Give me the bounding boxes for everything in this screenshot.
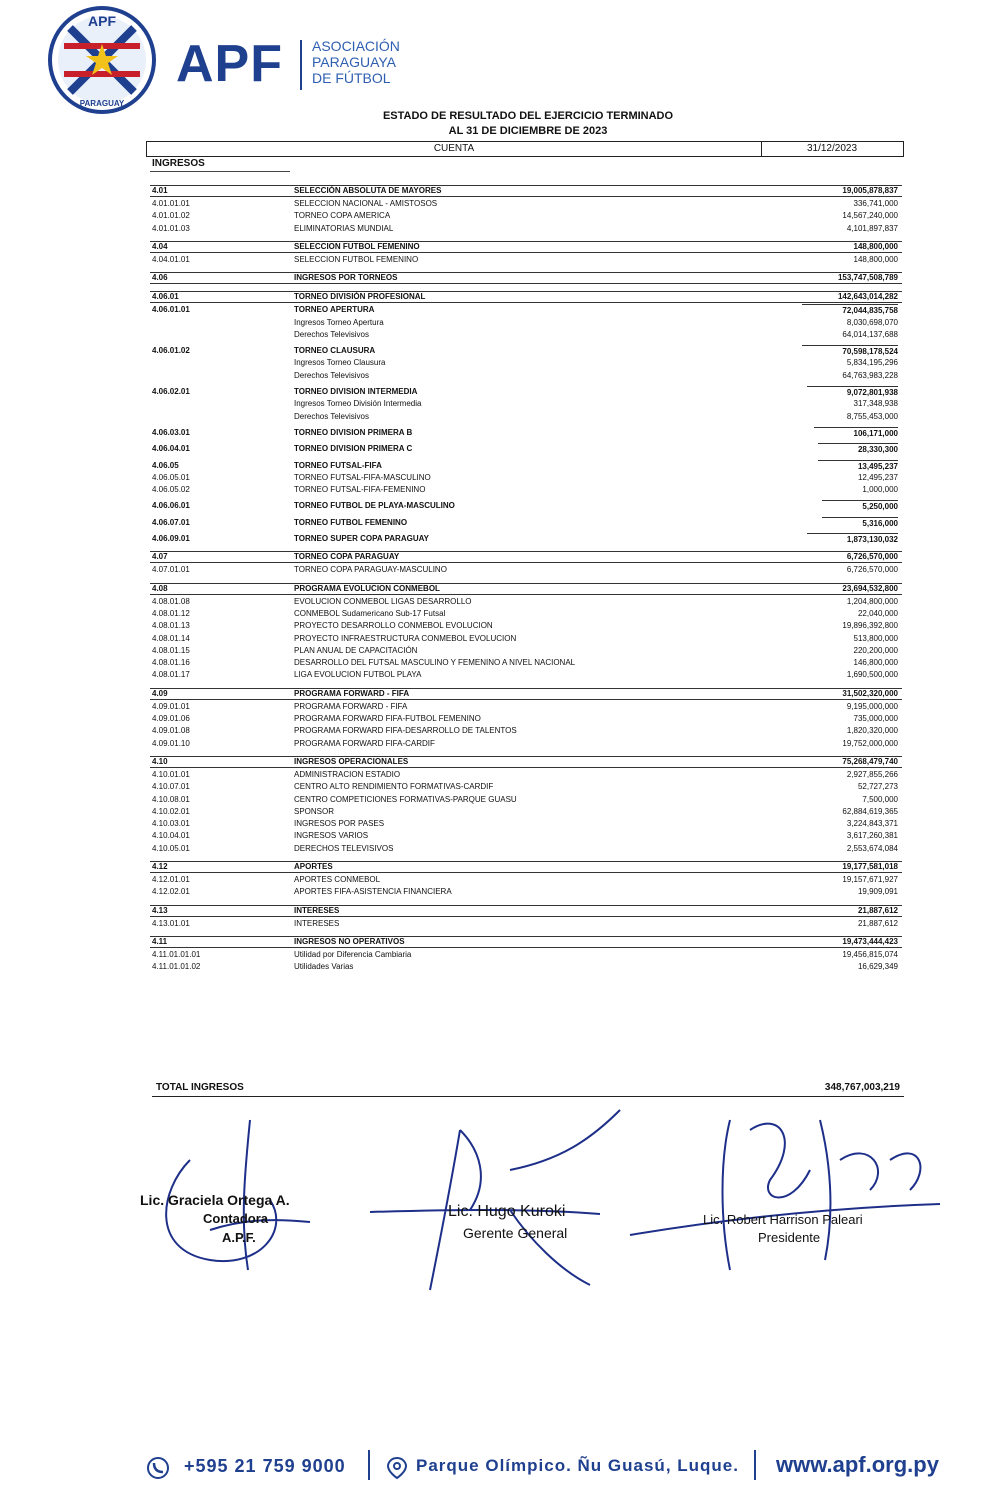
account-description: TORNEO FUTSAL-FIFA-FEMENINO bbox=[294, 485, 426, 495]
account-description: INGRESOS POR TORNEOS bbox=[294, 273, 398, 283]
account-code: 4.10.07.01 bbox=[152, 782, 190, 792]
account-amount: 19,752,000,000 bbox=[842, 738, 898, 748]
account-group-row bbox=[150, 861, 902, 873]
account-amount: 23,694,532,800 bbox=[842, 583, 898, 593]
account-description: SELECCIÓN ABSOLUTA DE MAYORES bbox=[294, 186, 442, 195]
footer-address: Parque Olímpico. Ñu Guasú, Luque. bbox=[416, 1456, 739, 1475]
account-description: TORNEO SUPER COPA PARAGUAY bbox=[294, 534, 429, 543]
account-description: TORNEO CLAUSURA bbox=[294, 346, 376, 356]
account-description: CENTRO ALTO RENDIMIENTO FORMATIVAS-CARDIF bbox=[294, 782, 494, 792]
account-description: INGRESOS OPERACIONALES bbox=[294, 756, 409, 766]
account-row bbox=[150, 370, 902, 382]
brand-divider bbox=[300, 40, 302, 90]
account-code: 4.08.01.14 bbox=[152, 633, 190, 643]
account-amount: 2,553,674,084 bbox=[846, 843, 898, 853]
account-description: INGRESOS VARIOS bbox=[294, 831, 369, 841]
account-code: 4.07.01.01 bbox=[152, 565, 190, 575]
account-code: 4.09 bbox=[152, 688, 168, 698]
account-description: TORNEO DIVISION PRIMERA C bbox=[294, 444, 413, 454]
account-code: 4.01.01.03 bbox=[152, 223, 190, 233]
account-group-row bbox=[150, 936, 902, 948]
account-amount: 28,330,300 bbox=[818, 443, 898, 456]
account-description: TORNEO COPA PARAGUAY-MASCULINO bbox=[294, 565, 447, 575]
account-row bbox=[150, 830, 902, 842]
location-pin-icon bbox=[386, 1456, 408, 1480]
account-row bbox=[150, 781, 902, 793]
account-amount: 9,072,801,938 bbox=[807, 386, 898, 399]
account-code: 4.01 bbox=[152, 186, 168, 195]
account-amount: 75,268,479,740 bbox=[842, 756, 898, 766]
account-description: SELECCION NACIONAL - AMISTOSOS bbox=[294, 199, 438, 208]
account-code: 4.09.01.06 bbox=[152, 714, 190, 723]
account-description: TORNEO COPA AMERICA bbox=[294, 211, 391, 221]
account-code: 4.08.01.16 bbox=[152, 658, 190, 668]
account-amount: 12,495,237 bbox=[857, 472, 898, 482]
account-amount: 148,800,000 bbox=[853, 241, 898, 251]
account-description: INGRESOS POR PASES bbox=[294, 819, 385, 829]
account-subtotal-row bbox=[150, 460, 902, 472]
account-amount: 16,629,349 bbox=[857, 962, 898, 972]
account-amount: 9,195,000,000 bbox=[846, 701, 898, 711]
account-description: LIGA EVOLUCION FUTBOL PLAYA bbox=[294, 670, 422, 680]
account-amount: 8,030,698,070 bbox=[846, 317, 898, 327]
account-code: 4.06.06.01 bbox=[152, 501, 190, 511]
account-row bbox=[150, 411, 902, 423]
account-row bbox=[150, 317, 902, 329]
account-code: 4.06 bbox=[152, 273, 168, 283]
account-description: SPONSOR bbox=[294, 806, 335, 816]
signature-president-name: Lic. Robert Harrison Paleari bbox=[703, 1212, 863, 1227]
account-group-row bbox=[150, 272, 902, 284]
apf-badge-logo bbox=[48, 6, 156, 114]
footer-website[interactable]: www.apf.org.py bbox=[776, 1452, 939, 1477]
brand-line-2: PARAGUAYA bbox=[312, 54, 397, 70]
account-amount: 1,204,800,000 bbox=[846, 596, 898, 606]
account-amount: 153,747,508,789 bbox=[837, 273, 898, 283]
footer-separator bbox=[368, 1450, 370, 1480]
account-amount: 5,316,000 bbox=[822, 517, 898, 530]
account-row bbox=[150, 886, 902, 898]
account-group-row bbox=[150, 688, 902, 700]
account-amount: 1,000,000 bbox=[862, 485, 898, 495]
account-code: 4.06.05.01 bbox=[152, 472, 190, 482]
account-code: 4.01.01.02 bbox=[152, 211, 190, 221]
account-description: PROGRAMA FORWARD - FIFA bbox=[294, 688, 410, 698]
account-amount: 21,887,612 bbox=[857, 905, 898, 915]
account-description: Derechos Televisivos bbox=[294, 411, 369, 421]
signature-manager-name: Lic. Hugo Kuroki bbox=[448, 1203, 566, 1220]
signature-manager-role: Gerente General bbox=[463, 1225, 568, 1241]
account-description: PROGRAMA FORWARD FIFA-CARDIF bbox=[294, 738, 435, 748]
signature-scribble-manager bbox=[360, 1090, 640, 1300]
account-description: Derechos Televisivos bbox=[294, 329, 369, 339]
account-group-row bbox=[150, 291, 902, 303]
account-subtotal-row bbox=[150, 533, 902, 545]
account-amount: 19,005,878,837 bbox=[842, 186, 898, 195]
account-description: TORNEO DIVISION INTERMEDIA bbox=[294, 387, 418, 396]
account-description: ADMINISTRACION ESTADIO bbox=[294, 769, 401, 779]
account-amount: 4,101,897,837 bbox=[846, 223, 898, 233]
account-code: 4.07 bbox=[152, 552, 168, 562]
phone-icon bbox=[146, 1456, 170, 1480]
account-description: TORNEO APERTURA bbox=[294, 305, 375, 315]
account-subtotal-row bbox=[150, 500, 902, 512]
account-group-row bbox=[150, 905, 902, 917]
account-code: 4.06.09.01 bbox=[152, 534, 190, 543]
account-amount: 735,000,000 bbox=[853, 714, 898, 723]
account-row bbox=[150, 725, 902, 737]
account-description: ELIMINATORIAS MUNDIAL bbox=[294, 223, 394, 233]
account-amount: 3,224,843,371 bbox=[846, 819, 898, 829]
signature-scribble-president bbox=[620, 1100, 950, 1280]
account-amount: 52,727,273 bbox=[857, 782, 898, 792]
account-amount: 64,014,137,688 bbox=[842, 329, 898, 339]
account-amount: 317,348,938 bbox=[853, 399, 898, 409]
account-description: TORNEO DIVISION PRIMERA B bbox=[294, 427, 413, 437]
account-code: 4.08 bbox=[152, 583, 168, 593]
account-amount: 7,500,000 bbox=[862, 794, 898, 804]
column-header-date: 31/12/2023 bbox=[806, 143, 858, 154]
account-group-row bbox=[150, 185, 902, 197]
account-amount: 3,617,260,381 bbox=[846, 831, 898, 841]
account-code: 4.06.01 bbox=[152, 292, 179, 302]
account-code: 4.09.01.08 bbox=[152, 726, 190, 736]
account-code: 4.06.03.01 bbox=[152, 427, 190, 437]
account-code: 4.06.07.01 bbox=[152, 517, 190, 527]
account-subtotal-row bbox=[150, 386, 902, 398]
brand-line-1: ASOCIACIÓN bbox=[312, 38, 400, 54]
account-row bbox=[150, 472, 902, 484]
signature-accountant-org: A.P.F. bbox=[222, 1230, 256, 1245]
account-amount: 1,690,500,000 bbox=[846, 670, 898, 680]
account-amount: 72,044,835,758 bbox=[802, 304, 898, 317]
account-group-row bbox=[150, 583, 902, 595]
account-row bbox=[150, 210, 902, 222]
account-code: 4.09.01.10 bbox=[152, 738, 190, 748]
account-amount: 19,909,091 bbox=[857, 887, 898, 897]
account-description: INTERESES bbox=[294, 905, 340, 915]
account-amount: 220,200,000 bbox=[853, 645, 898, 655]
account-description: TORNEO FUTBOL FEMENINO bbox=[294, 517, 408, 527]
account-subtotal-row bbox=[150, 345, 902, 357]
account-description: CONMEBOL Sudamericano Sub-17 Futsal bbox=[294, 608, 446, 618]
footer bbox=[146, 1450, 966, 1486]
account-description: INTERESES bbox=[294, 918, 340, 928]
account-code: 4.13.01.01 bbox=[152, 918, 190, 928]
total-label: TOTAL INGRESOS bbox=[156, 1082, 244, 1093]
account-code: 4.10.08.01 bbox=[152, 794, 190, 804]
account-code: 4.08.01.13 bbox=[152, 621, 190, 631]
account-code: 4.08.01.17 bbox=[152, 670, 190, 680]
signature-accountant-role: Contadora bbox=[203, 1211, 268, 1226]
account-code: 4.06.04.01 bbox=[152, 444, 190, 454]
account-code: 4.12 bbox=[152, 862, 168, 871]
account-code: 4.06.02.01 bbox=[152, 387, 190, 396]
account-row bbox=[150, 669, 902, 681]
account-row bbox=[150, 620, 902, 632]
account-code: 4.13 bbox=[152, 905, 168, 915]
account-code: 4.08.01.12 bbox=[152, 608, 190, 618]
account-description: APORTES CONMEBOL bbox=[294, 875, 381, 884]
account-description: PLAN ANUAL DE CAPACITACIÓN bbox=[294, 645, 418, 655]
column-header-account: CUENTA bbox=[147, 142, 762, 156]
account-row bbox=[150, 874, 902, 886]
account-description: DERECHOS TELEVISIVOS bbox=[294, 843, 394, 853]
account-amount: 31,502,320,000 bbox=[842, 688, 898, 698]
account-amount: 2,927,855,266 bbox=[846, 769, 898, 779]
account-code: 4.08.01.08 bbox=[152, 596, 190, 606]
account-code: 4.06.01.01 bbox=[152, 305, 190, 315]
account-amount: 5,250,000 bbox=[822, 500, 898, 513]
account-group-row bbox=[150, 756, 902, 768]
account-description: DESARROLLO DEL FUTSAL MASCULINO Y FEMENINO A NIVEL NACIONAL bbox=[294, 658, 576, 668]
account-subtotal-row bbox=[150, 427, 902, 439]
column-header-row bbox=[146, 141, 904, 157]
account-description: Derechos Televisivos bbox=[294, 370, 369, 380]
account-amount: 106,171,000 bbox=[814, 427, 899, 440]
account-row bbox=[150, 608, 902, 620]
account-description: Ingresos Torneo Clausura bbox=[294, 358, 386, 368]
section-label: INGRESOS bbox=[152, 158, 205, 169]
account-description: APORTES bbox=[294, 862, 333, 871]
account-row bbox=[150, 794, 902, 806]
account-subtotal-row bbox=[150, 304, 902, 316]
badge-top-text: APF bbox=[88, 13, 116, 29]
account-row bbox=[150, 633, 902, 645]
account-code: 4.06.01.02 bbox=[152, 346, 190, 356]
account-row bbox=[150, 657, 902, 669]
account-subtotal-row bbox=[150, 517, 902, 529]
account-subtotal-row bbox=[150, 443, 902, 455]
account-row bbox=[150, 329, 902, 341]
account-row bbox=[150, 198, 902, 210]
account-amount: 19,473,444,423 bbox=[842, 936, 898, 946]
account-code: 4.11.01.01.01 bbox=[152, 949, 201, 959]
account-description: INGRESOS NO OPERATIVOS bbox=[294, 936, 405, 946]
account-amount: 19,157,671,927 bbox=[842, 875, 898, 884]
account-description: APORTES FIFA-ASISTENCIA FINANCIERA bbox=[294, 887, 452, 897]
account-row bbox=[150, 223, 902, 235]
account-amount: 64,763,983,228 bbox=[842, 370, 898, 380]
account-row bbox=[150, 713, 902, 725]
footer-separator bbox=[754, 1450, 756, 1480]
badge-bottom-text: PARAGUAY bbox=[79, 99, 125, 108]
account-row bbox=[150, 596, 902, 608]
account-amount: 336,741,000 bbox=[853, 199, 898, 208]
account-description: PROYECTO INFRAESTRUCTURA CONMEBOL EVOLUCION bbox=[294, 633, 517, 643]
account-amount: 6,726,570,000 bbox=[846, 565, 898, 575]
account-code: 4.04 bbox=[152, 241, 168, 251]
account-code: 4.11.01.01.02 bbox=[152, 962, 201, 972]
account-row bbox=[150, 254, 902, 266]
account-amount: 142,643,014,282 bbox=[837, 292, 898, 302]
account-description: PROGRAMA FORWARD - FIFA bbox=[294, 701, 408, 711]
account-row bbox=[150, 769, 902, 781]
account-row bbox=[150, 357, 902, 369]
account-group-row bbox=[150, 551, 902, 563]
account-code: 4.10.02.01 bbox=[152, 806, 190, 816]
signature-accountant-name: Lic. Graciela Ortega A. bbox=[140, 1192, 290, 1208]
account-code: 4.09.01.01 bbox=[152, 701, 190, 711]
account-code: 4.12.01.01 bbox=[152, 875, 190, 884]
account-description: PROGRAMA EVOLUCION CONMEBOL bbox=[294, 583, 440, 593]
account-amount: 13,495,237 bbox=[818, 460, 898, 473]
account-row bbox=[150, 818, 902, 830]
account-row bbox=[150, 949, 902, 961]
account-row bbox=[150, 738, 902, 750]
account-description: TORNEO DIVISIÓN PROFESIONAL bbox=[294, 292, 426, 302]
account-amount: 19,896,392,800 bbox=[842, 621, 898, 631]
account-row bbox=[150, 645, 902, 657]
account-description: SELECCION FUTBOL FEMENINO bbox=[294, 241, 420, 251]
account-description: Ingresos Torneo División Intermedia bbox=[294, 399, 422, 409]
signature-president-role: Presidente bbox=[758, 1230, 821, 1245]
account-amount: 62,884,619,365 bbox=[842, 806, 898, 816]
account-row bbox=[150, 398, 902, 410]
account-row bbox=[150, 701, 902, 713]
account-code: 4.11 bbox=[152, 936, 168, 946]
account-amount: 513,800,000 bbox=[853, 633, 898, 643]
account-description: PROGRAMA FORWARD FIFA-DESARROLLO DE TALENTOS bbox=[294, 726, 517, 736]
account-description: SELECCION FUTBOL FEMENINO bbox=[294, 254, 419, 264]
account-row bbox=[150, 918, 902, 930]
brand-fullname bbox=[312, 38, 400, 86]
account-description: Ingresos Torneo Apertura bbox=[294, 317, 384, 327]
account-description: PROGRAMA FORWARD FIFA-FUTBOL FEMENINO bbox=[294, 714, 481, 723]
account-code: 4.06.05 bbox=[152, 460, 179, 470]
statement-subtitle: AL 31 DE DICIEMBRE DE 2023 bbox=[448, 125, 608, 137]
account-amount: 8,755,453,000 bbox=[846, 411, 898, 421]
brand-wordmark: APF bbox=[176, 35, 283, 93]
account-amount: 5,834,195,296 bbox=[846, 358, 898, 368]
statement-title: ESTADO DE RESULTADO DEL EJERCICIO TERMINADO bbox=[382, 110, 674, 122]
account-code: 4.01.01.01 bbox=[152, 199, 190, 208]
account-row bbox=[150, 843, 902, 855]
account-amount: 21,887,612 bbox=[857, 918, 898, 928]
account-code: 4.04.01.01 bbox=[152, 254, 190, 264]
account-description: TORNEO FUTSAL-FIFA-MASCULINO bbox=[294, 472, 431, 482]
account-amount: 14,567,240,000 bbox=[842, 211, 898, 221]
brand-line-3: DE FÚTBOL bbox=[312, 70, 391, 86]
account-description: PROYECTO DESARROLLO CONMEBOL EVOLUCION bbox=[294, 621, 493, 631]
footer-phone: +595 21 759 9000 bbox=[184, 1456, 346, 1476]
account-code: 4.06.05.02 bbox=[152, 485, 190, 495]
account-description: CENTRO COMPETICIONES FORMATIVAS-PARQUE GUASU bbox=[294, 794, 517, 804]
account-amount: 70,598,178,524 bbox=[802, 345, 898, 358]
account-code: 4.10 bbox=[152, 756, 168, 766]
account-group-row bbox=[150, 241, 902, 253]
account-code: 4.10.04.01 bbox=[152, 831, 190, 841]
account-amount: 1,873,130,032 bbox=[807, 533, 898, 546]
account-row bbox=[150, 564, 902, 576]
account-amount: 148,800,000 bbox=[853, 254, 898, 264]
account-amount: 19,177,581,018 bbox=[842, 862, 898, 871]
account-amount: 146,800,000 bbox=[853, 658, 898, 668]
account-amount: 22,040,000 bbox=[857, 608, 898, 618]
account-description: TORNEO FUTSAL-FIFA bbox=[294, 460, 382, 470]
account-code: 4.12.02.01 bbox=[152, 887, 190, 897]
account-amount: 19,456,815,074 bbox=[842, 949, 898, 959]
account-code: 4.08.01.15 bbox=[152, 645, 190, 655]
section-rule bbox=[150, 171, 290, 172]
account-description: TORNEO FUTBOL DE PLAYA-MASCULINO bbox=[294, 501, 455, 511]
account-code: 4.10.01.01 bbox=[152, 769, 190, 779]
account-description: Utilidad por Diferencia Cambiaria bbox=[294, 949, 412, 959]
account-code: 4.10.05.01 bbox=[152, 843, 190, 853]
account-row bbox=[150, 961, 902, 973]
account-description: EVOLUCION CONMEBOL LIGAS DESARROLLO bbox=[294, 596, 472, 606]
account-code: 4.10.03.01 bbox=[152, 819, 190, 829]
account-description: Utilidades Varias bbox=[294, 962, 354, 972]
account-description: TORNEO COPA PARAGUAY bbox=[294, 552, 400, 562]
account-row bbox=[150, 484, 902, 496]
account-amount: 6,726,570,000 bbox=[846, 552, 898, 562]
account-row bbox=[150, 806, 902, 818]
account-amount: 1,820,320,000 bbox=[846, 726, 898, 736]
total-value: 348,767,003,219 bbox=[824, 1082, 900, 1093]
